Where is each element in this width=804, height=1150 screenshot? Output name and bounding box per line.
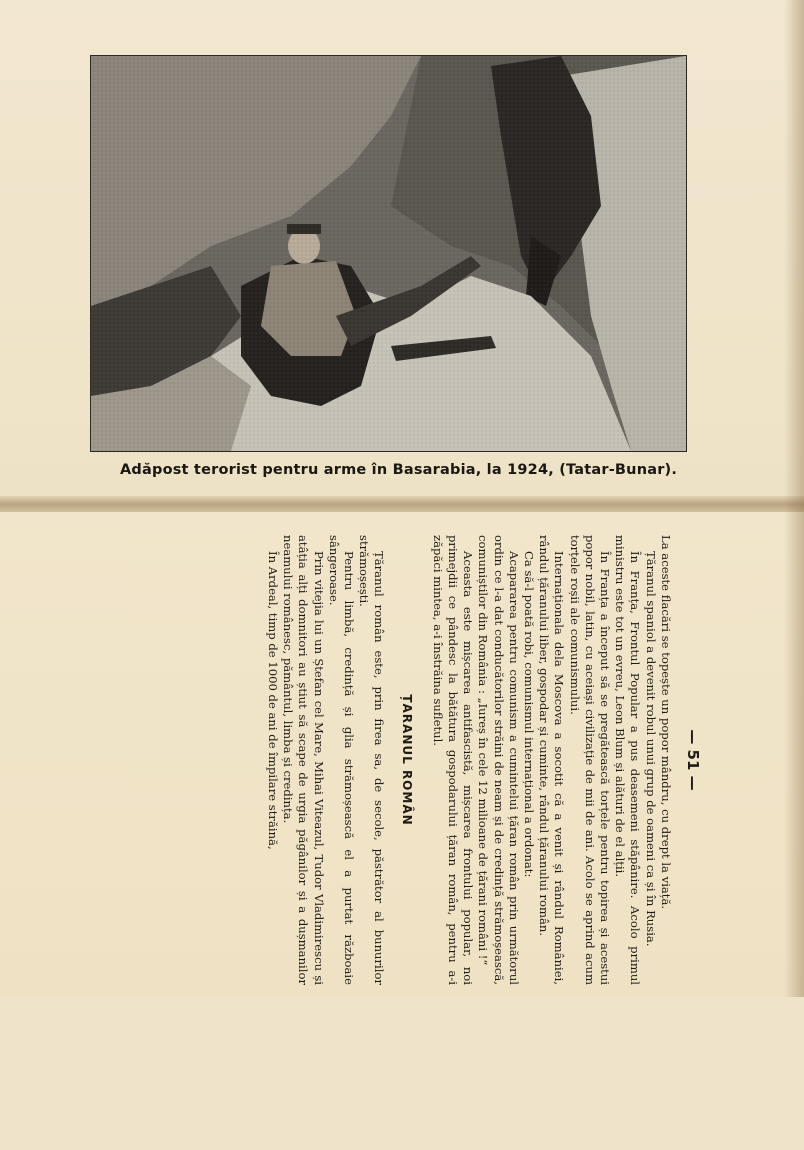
paragraph: La aceste flacări se topește un popor mândru, cu drept la viață. xyxy=(658,535,673,910)
paragraph: Aceasta este mișcarea antifascistă, mișcarea frontului popular, noi primejdii ce pândesc la bătătura gospodarului țăran român, pentru a-i zăpăci mintea, a-i înstrăina sufletul. xyxy=(430,535,476,985)
photo-caption: Adăpost terorist pentru arme în Basarabia, la 1924, (Tatar-Bunar). xyxy=(120,462,678,478)
paragraph: Țăranul român este, prin firea sa, de secole, păstrător al bunurilor strămoșești. xyxy=(357,535,387,985)
historical-photo xyxy=(90,55,687,452)
paragraph: Acapararea pentru comunism a cumintelui țăran român prin următorul ordin ce l-a dat conducătorilor străini de neam și de credință strămoșească, comuniștilor din România : „Iureș în cele 12 milioane de țărani români !“ xyxy=(476,535,521,985)
rotated-text-page xyxy=(100,535,702,1150)
page-edge-shadow xyxy=(784,0,804,997)
paragraph: Pentru limbă, credință și glia strămoșească el a purtat războaie sângeroase. xyxy=(326,535,356,985)
paragraph: Internaționala dela Moscova a socotit că a venit și rândul României, rândul țăranului liber, gospodar și cuminte, rândul țăranului român. xyxy=(537,535,567,985)
paragraph: Ca să-l poată robi, comunismul internațional a ordonat: xyxy=(521,551,536,878)
section-title: ȚARANUL ROMÂN xyxy=(399,694,414,826)
page-number: — 51 — xyxy=(684,729,702,791)
paragraph: În Franța, Frontul Popular a pus deasemeni stăpânire. Acolo primul ministru este tot un evreu, Leon Blum și alături de el alții. xyxy=(613,535,643,985)
paragraph: Prin vitejia lui un Ștefan cel Mare, Mihai Viteazul, Tudor Vladimirescu și atâția alți domnitori au știut să scape de urgia păgânilor și a dușmanilor neamului românesc, pământul, limba și credința. xyxy=(281,535,326,985)
rotated-text-block xyxy=(85,535,700,985)
paragraph: În Franța a început să se pregătească torțele pentru topirea și acestui popor nobil, latin, cu aceiași civilizație de mii de ani. Acolo se aprind acum torțele roșii ale comunismului. xyxy=(567,535,612,985)
paragraph: Țăranul spaniol a devenit robul unui grup de oameni ca și în Rusia. xyxy=(643,551,658,947)
paragraph: În Ardeal, timp de 1000 de ani de împilare străină, xyxy=(265,551,280,850)
photo-illustration xyxy=(91,56,686,451)
